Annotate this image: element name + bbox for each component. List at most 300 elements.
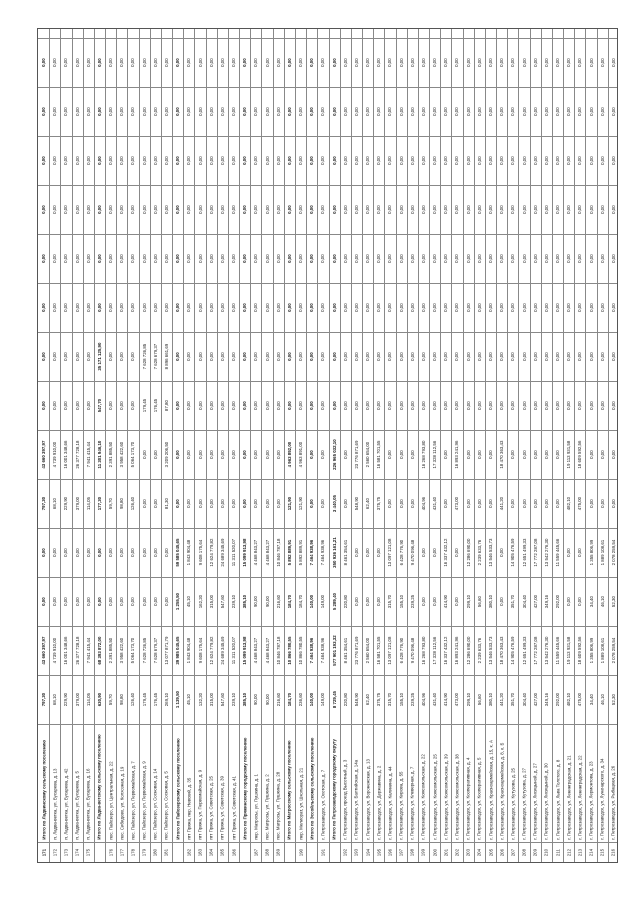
- row-number-cell: 210: [543, 849, 549, 857]
- value-cell: 0,00: [487, 303, 493, 312]
- value-cell: 0,00: [130, 254, 136, 263]
- row-number-cell: 206: [499, 849, 505, 857]
- value-cell: 0,00: [85, 254, 91, 263]
- value-cell: 0,00: [554, 107, 560, 116]
- value-cell: 0,00: [577, 401, 583, 410]
- value-cell: 16 893 241,96: [454, 440, 460, 469]
- value-cell: 8 896 661,69: [163, 343, 169, 370]
- value-cell: 16 893 241,96: [454, 636, 460, 665]
- value-cell: 0,00: [409, 156, 415, 165]
- value-cell: 4 963 892,00: [286, 441, 292, 468]
- value-cell: 24 689 345,69: [219, 636, 225, 665]
- value-cell: 0,00: [331, 205, 337, 214]
- value-cell: 0,00: [521, 156, 527, 165]
- value-cell: 0,00: [420, 254, 426, 263]
- address-cell: г. Петрозаводск, ул. Лермонтова, д. 23: [588, 761, 594, 840]
- value-cell: 0,00: [487, 58, 493, 67]
- value-cell: 0,00: [175, 156, 181, 165]
- value-cell: 0,00: [320, 254, 326, 263]
- value-cell: 34,40: [588, 693, 594, 705]
- row-number-cell: 200: [432, 849, 438, 857]
- row-number-cell: 204: [476, 849, 482, 857]
- value-cell: 0,00: [499, 401, 505, 410]
- value-cell: 0,00: [588, 450, 594, 459]
- value-cell: 184,70: [286, 594, 292, 609]
- value-cell: 0,00: [85, 107, 91, 116]
- value-cell: 0,00: [152, 499, 158, 508]
- value-cell: 0,00: [297, 107, 303, 116]
- value-cell: 0,00: [420, 107, 426, 116]
- value-cell: 15 099 913,98: [242, 538, 248, 567]
- value-cell: 0,00: [253, 156, 259, 165]
- value-cell: 0,00: [387, 107, 393, 116]
- value-cell: 0,00: [376, 597, 382, 606]
- value-cell: 59,70: [108, 497, 114, 509]
- value-cell: 0,00: [52, 58, 58, 67]
- value-cell: 0,00: [208, 352, 214, 361]
- value-cell: 18 470 363,43: [499, 636, 505, 665]
- value-cell: 149,00: [320, 594, 326, 609]
- value-cell: 0,00: [253, 450, 259, 459]
- value-cell: 0,00: [197, 58, 203, 67]
- value-cell: 0,00: [610, 254, 616, 263]
- value-cell: 0,00: [119, 401, 125, 410]
- value-cell: 43 660 397,97: [41, 440, 47, 469]
- value-cell: 0,00: [409, 254, 415, 263]
- value-cell: 226 965 032,10: [331, 439, 337, 470]
- row-number-cell: 202: [454, 849, 460, 857]
- value-cell: 17 328 112,56: [432, 636, 438, 665]
- value-cell: 0,00: [219, 156, 225, 165]
- value-cell: 375,75: [376, 692, 382, 707]
- value-cell: 0,00: [242, 205, 248, 214]
- value-cell: 17 328 112,56: [432, 440, 438, 469]
- value-cell: 0,00: [432, 548, 438, 557]
- value-cell: 0,00: [108, 303, 114, 312]
- value-cell: 379,00: [74, 496, 80, 511]
- address-cell: г. Петрозаводск, ул. Ленинградская, д. 22: [577, 755, 583, 840]
- row-number-cell: [172, 842, 183, 864]
- row-number-cell: 205: [487, 849, 493, 857]
- value-cell: 0,00: [230, 58, 236, 67]
- value-cell: 0,00: [588, 107, 594, 116]
- value-cell: 9 470 096,48: [409, 539, 415, 566]
- row-number-cell: 180: [152, 849, 158, 857]
- value-cell: 0,00: [588, 156, 594, 165]
- row-number-cell: 173: [63, 849, 69, 857]
- value-cell: 0,00: [599, 156, 605, 165]
- value-cell: 0,00: [275, 156, 281, 165]
- value-cell: 351,70: [510, 692, 516, 707]
- value-cell: 62,40: [365, 693, 371, 705]
- value-cell: 0,00: [141, 107, 147, 116]
- value-cell: 0,00: [309, 352, 315, 361]
- value-cell: 547,60: [219, 692, 225, 707]
- value-cell: 0,00: [577, 597, 583, 606]
- value-cell: 26 377 728,18: [74, 440, 80, 469]
- value-cell: 0,00: [197, 107, 203, 116]
- value-cell: 292,00: [554, 594, 560, 609]
- value-cell: 0,00: [253, 499, 259, 508]
- row-number-cell: [239, 842, 250, 864]
- value-cell: 0,00: [74, 303, 80, 312]
- value-cell: 0,00: [521, 352, 527, 361]
- value-cell: 11 311 520,07: [230, 636, 236, 665]
- value-cell: 0,00: [197, 156, 203, 165]
- value-cell: 81,30: [163, 497, 169, 509]
- value-cell: 3 958 422,60: [119, 441, 125, 468]
- value-cell: 304,40: [521, 692, 527, 707]
- value-cell: 1 889 108,61: [599, 539, 605, 566]
- value-cell: 375,75: [376, 496, 382, 511]
- value-cell: 0,00: [588, 352, 594, 361]
- value-cell: 0,00: [74, 401, 80, 410]
- value-cell: 56,60: [476, 595, 482, 607]
- value-cell: 0,00: [242, 107, 248, 116]
- value-cell: 0,00: [74, 548, 80, 557]
- value-cell: 0,00: [487, 352, 493, 361]
- value-cell: 404,96: [420, 692, 426, 707]
- value-cell: 0,00: [543, 401, 549, 410]
- value-cell: 0,00: [230, 205, 236, 214]
- value-cell: 0,00: [532, 107, 538, 116]
- value-cell: 0,00: [52, 254, 58, 263]
- value-cell: 46,10: [599, 693, 605, 705]
- value-cell: 90,00: [253, 693, 259, 705]
- value-cell: 0,00: [74, 597, 80, 606]
- value-cell: 0,00: [353, 597, 359, 606]
- value-cell: 16 001 348,66: [63, 636, 69, 665]
- value-cell: 0,00: [476, 156, 482, 165]
- address-cell: г. Петрозаводск, ул. Комсомольская, д. 25: [432, 754, 438, 840]
- value-cell: 0,00: [510, 205, 516, 214]
- value-cell: 0,00: [242, 303, 248, 312]
- value-cell: 0,00: [253, 401, 259, 410]
- value-cell: 7 464 938,96: [309, 637, 315, 664]
- value-cell: 0,00: [554, 499, 560, 508]
- value-cell: 4 468 843,27: [253, 539, 259, 566]
- address-cell: Итого по Ладва-ветскому сельскому поселению: [96, 734, 102, 840]
- value-cell: 0,00: [599, 107, 605, 116]
- value-cell: 0,00: [454, 205, 460, 214]
- value-cell: 0,00: [331, 352, 337, 361]
- value-cell: 0,00: [186, 352, 192, 361]
- value-cell: 0,00: [186, 303, 192, 312]
- value-cell: 2 078 259,54: [610, 539, 616, 566]
- value-cell: 0,00: [409, 107, 415, 116]
- value-cell: 0,00: [554, 303, 560, 312]
- value-cell: 0,00: [331, 401, 337, 410]
- value-cell: 0,00: [521, 58, 527, 67]
- value-cell: 7 464 938,96: [320, 539, 326, 566]
- address-cell: пос. Сибидово, ул. Колхозная, д. 19: [119, 767, 125, 840]
- value-cell: 0,00: [487, 450, 493, 459]
- value-cell: 0,00: [41, 401, 47, 410]
- row-number-cell: 186: [230, 849, 236, 857]
- value-cell: 0,00: [353, 352, 359, 361]
- value-cell: 0,00: [309, 58, 315, 67]
- value-cell: 0,00: [141, 205, 147, 214]
- value-cell: 0,00: [476, 401, 482, 410]
- value-cell: 0,00: [275, 352, 281, 361]
- value-cell: 0,00: [309, 107, 315, 116]
- value-cell: 0,00: [63, 205, 69, 214]
- address-cell: пос. Пайозеро, ул. Центральная, д. 22: [108, 761, 114, 840]
- value-cell: 0,00: [197, 254, 203, 263]
- value-cell: 0,00: [398, 352, 404, 361]
- value-cell: 4 739 910,00: [52, 441, 58, 468]
- value-cell: 351,70: [510, 594, 516, 609]
- value-cell: 0,00: [186, 205, 192, 214]
- value-cell: 0,00: [499, 303, 505, 312]
- value-cell: 0,00: [297, 156, 303, 165]
- value-cell: 0,00: [41, 107, 47, 116]
- address-cell: пос. Пайозеро, ул. Первомайская, д. 9: [141, 761, 147, 840]
- value-cell: 1 843 904,48: [186, 539, 192, 566]
- value-cell: 0,00: [63, 303, 69, 312]
- row-number-cell: 199: [420, 849, 426, 857]
- value-cell: 10 866 780,55: [297, 636, 303, 665]
- value-cell: 13 077 871,79: [163, 636, 169, 665]
- address-cell: г. Петрозаводск, ул. Кооперативная, д. 4: [465, 757, 471, 840]
- value-cell: 0,00: [186, 254, 192, 263]
- value-cell: 0,00: [365, 352, 371, 361]
- value-cell: 16 001 348,66: [63, 440, 69, 469]
- value-cell: 0,00: [119, 548, 125, 557]
- value-cell: 0,00: [208, 303, 214, 312]
- value-cell: 0,00: [141, 58, 147, 67]
- value-cell: 315,00: [208, 692, 214, 707]
- value-cell: 0,00: [286, 352, 292, 361]
- value-cell: 0,00: [353, 254, 359, 263]
- value-cell: 379,00: [74, 692, 80, 707]
- value-cell: 0,00: [454, 401, 460, 410]
- value-cell: 4 468 843,27: [264, 637, 270, 664]
- row-number-cell: 193: [353, 849, 359, 857]
- address-cell: Итого по Ладвинскому сельскому поселению: [41, 740, 47, 840]
- value-cell: 13 097 121,08: [387, 636, 393, 665]
- value-cell: 0,00: [230, 156, 236, 165]
- value-cell: 8 729,45: [331, 690, 337, 709]
- value-cell: 0,00: [264, 401, 270, 410]
- value-cell: 24 689 345,69: [219, 538, 225, 567]
- value-cell: 9 470 096,48: [409, 637, 415, 664]
- value-cell: 0,00: [275, 401, 281, 410]
- row-number-cell: 181: [163, 849, 169, 857]
- value-cell: 35 171 125,90: [96, 342, 102, 371]
- address-cell: г. Петрозаводск, ул. Комсомольская, д. 39: [443, 754, 449, 840]
- value-cell: 0,00: [85, 205, 91, 214]
- value-cell: 0,00: [74, 156, 80, 165]
- value-cell: 0,00: [454, 156, 460, 165]
- value-cell: 0,00: [264, 156, 270, 165]
- value-cell: 0,00: [387, 499, 393, 508]
- value-cell: 0,00: [554, 156, 560, 165]
- value-cell: 0,00: [152, 107, 158, 116]
- value-cell: 216,60: [275, 594, 281, 609]
- value-cell: 0,00: [275, 107, 281, 116]
- value-cell: 0,00: [242, 499, 248, 508]
- value-cell: 0,00: [588, 401, 594, 410]
- value-cell: 0,00: [130, 156, 136, 165]
- value-cell: 385,10: [242, 692, 248, 707]
- address-cell: пгт Пряжа, ул. Советская, д. 39: [219, 776, 225, 840]
- value-cell: 0,00: [275, 254, 281, 263]
- value-cell: 14 905 476,59: [510, 538, 516, 567]
- address-cell: г. Петрозаводск, ул. Лисицыной, д. 30: [543, 763, 549, 840]
- value-cell: 0,00: [230, 303, 236, 312]
- value-cell: 2 391 885,50: [108, 441, 114, 468]
- value-cell: 0,00: [52, 303, 58, 312]
- value-cell: 0,00: [230, 107, 236, 116]
- row-number-cell: 182: [186, 849, 192, 857]
- address-cell: г. Петрозаводск, ул. Красноармейская, д. 15, к. А: [487, 740, 493, 840]
- value-cell: 0,00: [510, 450, 516, 459]
- value-cell: 0,00: [230, 401, 236, 410]
- value-cell: 0,00: [610, 401, 616, 410]
- address-cell: г. Петрозаводск, ул. Льва Толстого, д. 8: [554, 760, 560, 840]
- value-cell: 0,00: [219, 401, 225, 410]
- value-cell: 11 311 520,07: [230, 538, 236, 567]
- value-cell: 0,00: [320, 303, 326, 312]
- value-cell: 2 391 885,50: [108, 637, 114, 664]
- value-cell: 0,00: [186, 499, 192, 508]
- value-cell: 0,00: [52, 205, 58, 214]
- value-cell: 23 776 871,69: [353, 636, 359, 665]
- row-number-cell: 192: [342, 849, 348, 857]
- value-cell: 380,10: [487, 692, 493, 707]
- value-cell: 0,00: [264, 499, 270, 508]
- value-cell: 0,00: [197, 352, 203, 361]
- value-cell: 0,00: [208, 254, 214, 263]
- value-cell: 0,00: [499, 597, 505, 606]
- value-cell: 0,00: [465, 450, 471, 459]
- value-cell: 0,00: [376, 205, 382, 214]
- value-cell: 176,45: [152, 398, 158, 413]
- value-cell: 7 464 938,96: [320, 637, 326, 664]
- value-cell: 0,00: [297, 352, 303, 361]
- value-cell: 0,00: [96, 548, 102, 557]
- value-cell: 0,00: [197, 450, 203, 459]
- value-cell: 299,10: [465, 594, 471, 609]
- address-cell: п. Ладва-ветка, ул. Бусарева, д. 16: [85, 769, 91, 840]
- row-number-cell: [306, 842, 317, 864]
- value-cell: 0,00: [521, 450, 527, 459]
- value-cell: 0,00: [119, 58, 125, 67]
- value-cell: 548,90: [353, 496, 359, 511]
- address-cell: г. Петрозаводск, ул. Балтийская, д. 14а: [353, 760, 359, 840]
- value-cell: 0,00: [387, 156, 393, 165]
- value-cell: 0,00: [163, 156, 169, 165]
- value-cell: 11 559 445,66: [554, 538, 560, 567]
- value-cell: 0,00: [320, 205, 326, 214]
- value-cell: 0,00: [420, 58, 426, 67]
- value-cell: 797,30: [41, 496, 47, 511]
- row-number-cell: 178: [130, 849, 136, 857]
- value-cell: 0,00: [119, 352, 125, 361]
- value-cell: 0,00: [387, 352, 393, 361]
- value-cell: 0,00: [543, 499, 549, 508]
- value-cell: 0,00: [476, 254, 482, 263]
- value-cell: 0,00: [499, 352, 505, 361]
- value-cell: 0,00: [432, 597, 438, 606]
- value-cell: 177,30: [96, 496, 102, 511]
- value-cell: 404,96: [420, 496, 426, 511]
- value-cell: 0,00: [186, 58, 192, 67]
- value-cell: 0,00: [85, 156, 91, 165]
- value-cell: 0,00: [52, 548, 58, 557]
- value-cell: 0,00: [63, 107, 69, 116]
- value-cell: 431,40: [432, 692, 438, 707]
- value-cell: 0,00: [577, 352, 583, 361]
- row-number-cell: [94, 842, 105, 864]
- value-cell: 0,00: [521, 401, 527, 410]
- value-cell: 0,00: [566, 254, 572, 263]
- value-cell: 0,00: [476, 450, 482, 459]
- value-cell: 414,90: [443, 692, 449, 707]
- value-cell: 4 468 843,27: [253, 637, 259, 664]
- value-cell: 0,00: [186, 401, 192, 410]
- value-cell: 0,00: [577, 58, 583, 67]
- value-cell: 0,00: [443, 303, 449, 312]
- value-cell: 0,00: [275, 303, 281, 312]
- value-cell: 0,00: [253, 352, 259, 361]
- value-cell: 0,00: [610, 303, 616, 312]
- value-cell: 0,00: [432, 205, 438, 214]
- value-cell: 304,40: [521, 594, 527, 609]
- address-cell: г. Петрозаводск, ул. Кирова, д. 55: [398, 771, 404, 840]
- value-cell: 0,00: [387, 303, 393, 312]
- value-cell: 0,00: [342, 352, 348, 361]
- value-cell: 0,00: [432, 254, 438, 263]
- value-cell: 441,20: [499, 496, 505, 511]
- value-cell: 0,00: [85, 58, 91, 67]
- value-cell: 0,00: [130, 205, 136, 214]
- value-cell: 0,00: [130, 352, 136, 361]
- value-cell: 0,00: [230, 499, 236, 508]
- address-cell: г. Петрозаводск, проезд Высотный, д. 3: [342, 760, 348, 840]
- value-cell: 26 377 728,18: [74, 636, 80, 665]
- address-cell: п. Ладва-ветка, ул. Бусарева, д. 42: [63, 769, 69, 840]
- value-cell: 5 064 173,70: [130, 441, 136, 468]
- address-cell: г. Петрозаводск, ул. Кооперативная, д. 5: [476, 757, 482, 840]
- value-cell: 5 289,40: [331, 592, 337, 611]
- value-cell: 0,00: [253, 303, 259, 312]
- value-cell: 3 440,05: [331, 494, 337, 513]
- value-cell: 0,00: [320, 107, 326, 116]
- value-cell: 0,00: [599, 303, 605, 312]
- value-cell: 0,00: [286, 156, 292, 165]
- value-cell: 0,00: [476, 352, 482, 361]
- value-cell: 17 772 287,08: [532, 538, 538, 567]
- value-cell: 0,00: [566, 58, 572, 67]
- value-cell: 0,00: [163, 107, 169, 116]
- value-cell: 797,30: [41, 692, 47, 707]
- value-cell: 0,00: [152, 450, 158, 459]
- value-cell: 0,00: [197, 499, 203, 508]
- address-cell: п. Ладва-ветка, ул. Бусарева, д. 13: [52, 769, 58, 840]
- value-cell: 0,00: [365, 58, 371, 67]
- value-cell: 0,00: [219, 58, 225, 67]
- value-cell: 0,00: [85, 352, 91, 361]
- value-cell: 0,00: [443, 499, 449, 508]
- value-cell: 140,00: [309, 594, 315, 609]
- value-cell: 0,00: [454, 303, 460, 312]
- value-cell: 149,00: [320, 692, 326, 707]
- value-cell: 0,00: [420, 303, 426, 312]
- value-cell: 7 628 679,37: [152, 637, 158, 664]
- value-cell: 0,00: [443, 58, 449, 67]
